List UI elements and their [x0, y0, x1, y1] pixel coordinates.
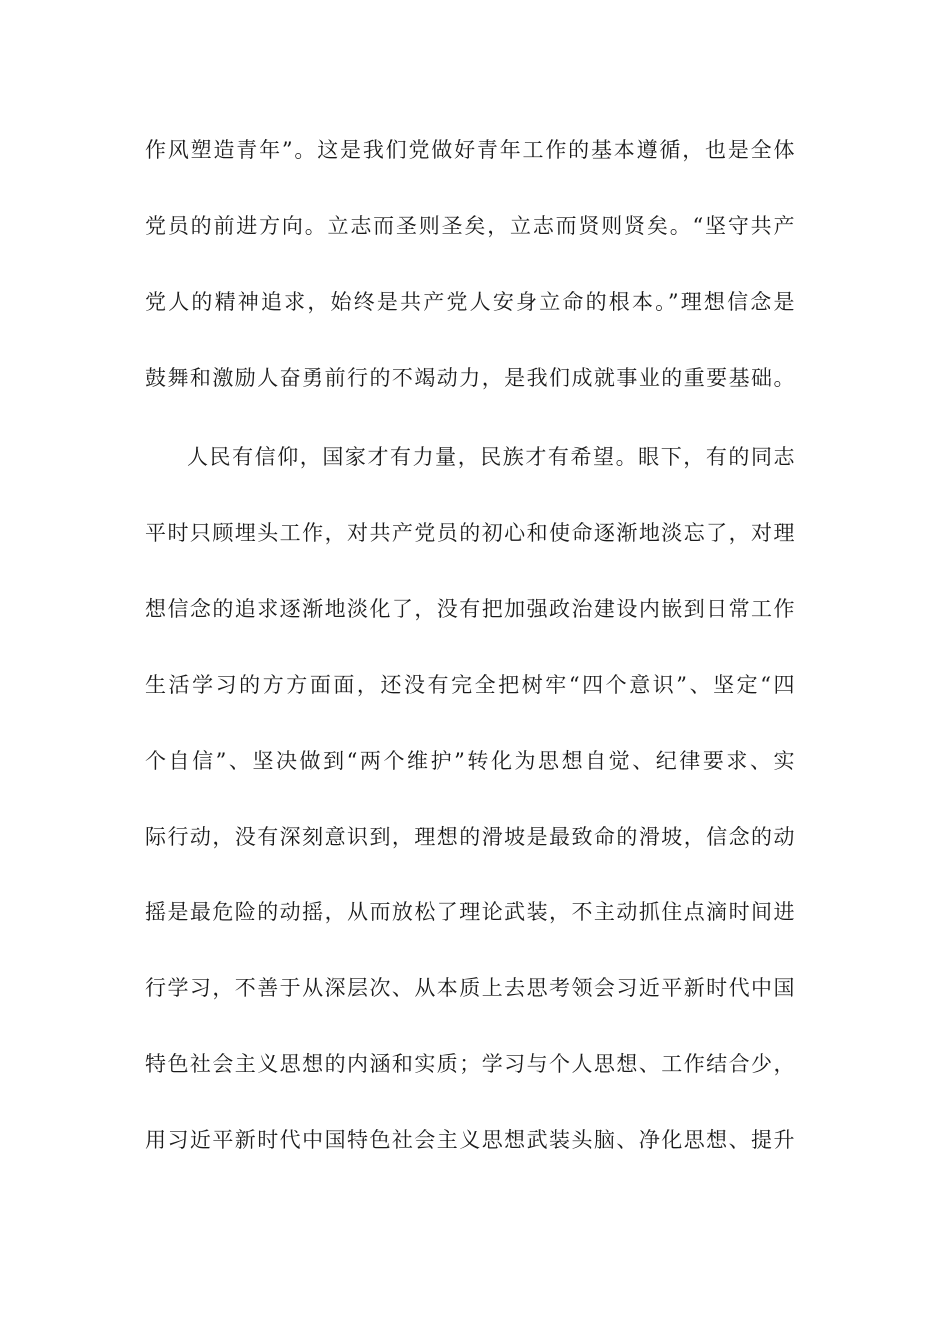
- paragraph-line: 平时只顾埋头工作，对共产党员的初心和使命逐渐地淡忘了，对理: [145, 521, 795, 545]
- paragraph-line: 个自信”、坚决做到“两个维护”转化为思想自觉、纪律要求、实: [145, 749, 795, 773]
- paragraph-line: 作风塑造青年”。这是我们党做好青年工作的基本遵循，也是全体: [145, 138, 795, 162]
- paragraph-line: 鼓舞和激励人奋勇前行的不竭动力，是我们成就事业的重要基础。: [145, 366, 795, 390]
- paragraph-line: 摇是最危险的动摇，从而放松了理论武装，不主动抓住点滴时间进: [145, 900, 795, 924]
- paragraph-line: 想信念的追求逐渐地淡化了，没有把加强政治建设内嵌到日常工作: [145, 597, 795, 621]
- paragraph-line: 生活学习的方方面面，还没有完全把树牢“四个意识”、坚定“四: [145, 673, 795, 697]
- paragraph-line: 特色社会主义思想的内涵和实质；学习与个人思想、工作结合少，: [145, 1052, 795, 1076]
- paragraph-line: 用习近平新时代中国特色社会主义思想武装头脑、净化思想、提升: [145, 1128, 795, 1152]
- paragraph-line: 党员的前进方向。立志而圣则圣矣，立志而贤则贤矣。“坚守共产: [145, 214, 795, 238]
- paragraph-line: 际行动，没有深刻意识到，理想的滑坡是最致命的滑坡，信念的动: [145, 825, 795, 849]
- paragraph-line: 行学习，不善于从深层次、从本质上去思考领会习近平新时代中国: [145, 976, 795, 1000]
- paragraph-line: 党人的精神追求，始终是共产党人安身立命的根本。”理想信念是: [145, 290, 795, 314]
- paragraph-line: 人民有信仰，国家才有力量，民族才有希望。眼下，有的同志: [187, 445, 795, 469]
